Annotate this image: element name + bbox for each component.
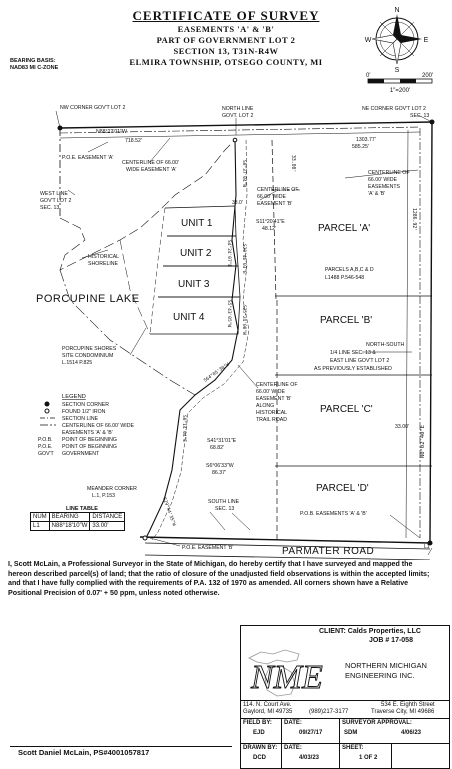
label-parcel-d: PARCEL 'D' xyxy=(316,483,369,494)
surveyor-value: SDM xyxy=(344,730,358,736)
label-north-line-2: GOVT. LOT 2 xyxy=(222,113,254,119)
label-road: PARMATER ROAD xyxy=(282,546,375,557)
label-cl66ab-4: 'A' & 'B' xyxy=(368,191,386,197)
line-table-header: DISTANCE xyxy=(90,513,125,522)
line-table-title: LINE TABLE xyxy=(66,506,98,512)
signature-name: Scott Daniel McLain, PS#4001057817 xyxy=(18,748,150,757)
label-trail-3: EASEMENT 'B' xyxy=(256,396,292,402)
label-trail-6: TRAIL ROAD xyxy=(256,417,287,423)
label-trail-1: CENTERLINE OF xyxy=(256,382,298,388)
label-parcels-note-1: PARCELS A,B,C & D xyxy=(325,267,374,273)
label-cl66ab-1: CENTERLINE OF xyxy=(368,170,410,176)
compass-w: W xyxy=(364,37,372,44)
date1-label: DATE: xyxy=(284,720,302,726)
label-trail-2: 66.00' WIDE xyxy=(256,389,285,395)
label-unit2: UNIT 2 xyxy=(180,248,212,259)
legend-item-text: POINT OF BEGINNING xyxy=(62,444,117,450)
label-dist-1303: 1303.77' xyxy=(356,137,376,143)
label-meander-1: MEANDER CORNER xyxy=(87,486,137,492)
label-nw-corner: NW CORNER GOV'T LOT 2 xyxy=(60,105,126,111)
label-ns-line-1: NORTH-SOUTH xyxy=(366,342,405,348)
surveyor-label: SURVEYOR APPROVAL: xyxy=(342,720,412,726)
label-porc-1: PORCUPINE SHORES xyxy=(62,346,117,352)
line-table-cell: L1 xyxy=(31,522,50,531)
label-ns-line-4: AS PREVIOUSLY ESTABLISHED xyxy=(314,366,392,372)
label-unit4: UNIT 4 xyxy=(173,312,205,323)
curve-label: S20°46'03"E xyxy=(241,244,246,274)
curve-label: S5°43'05"W xyxy=(226,300,231,328)
label-unit3: UNIT 3 xyxy=(178,279,210,290)
label-trail-5: HISTORICAL xyxy=(256,410,288,416)
north-arrow-icon xyxy=(365,7,429,74)
label-north-line-1: NORTH LINE xyxy=(222,106,254,112)
label-parcels-note-2: L1488 P.546-548 xyxy=(325,275,365,281)
bearing-basis-label: BEARING BASIS: xyxy=(10,58,56,64)
label-bear-s11: S11°20'41"E xyxy=(256,219,285,225)
label-cl66a-1: CENTERLINE OF 66.00' xyxy=(122,160,179,166)
date2-value: 4/03/23 xyxy=(299,755,320,761)
legend-item-sym: GOV'T xyxy=(38,451,54,457)
legend-title: LEGEND xyxy=(62,394,86,400)
north-line xyxy=(60,122,432,128)
phone: (989)217-3177 xyxy=(309,709,349,715)
line-table-cell: N88°18'10"W xyxy=(49,522,90,531)
surveyor-date: 4/06/23 xyxy=(401,730,422,736)
legend-item-sym: P.O.B. xyxy=(38,437,53,443)
company-line-1: NORTHERN MICHIGAN xyxy=(345,661,427,670)
label-pob-ab: P.O.B. EASEMENTS 'A' & 'B' xyxy=(300,511,367,517)
label-ns-line-2: 1/4 LINE SEC. 13 & xyxy=(330,350,376,356)
label-bear-n0: N0°02'40"E xyxy=(420,424,426,458)
label-bear-s6: S6°06'33"W xyxy=(206,463,234,469)
title-line-2: EASEMENTS 'A' & 'B' xyxy=(177,24,275,34)
legend-item-text: CENTERLINE OF 66.00' WIDE xyxy=(62,423,134,429)
label-west-line-2: GOV'T LOT 2 xyxy=(40,198,72,204)
legend-item-text: EASEMENTS 'A' & 'B' xyxy=(62,430,113,436)
south-line xyxy=(140,537,430,543)
label-ne-corner-1: NE CORNER GOV'T LOT 2 xyxy=(362,106,426,112)
address-1a: 114. N. Court Ave. xyxy=(243,702,292,708)
curve-label: S64°05'30"W xyxy=(203,362,231,384)
label-meander-2: L.1, P.153 xyxy=(92,493,115,499)
label-hist-shore-2: SHORELINE xyxy=(88,261,118,267)
label-unit1: UNIT 1 xyxy=(181,218,213,229)
address-2b: Traverse City, MI 49686 xyxy=(371,709,435,715)
logo-text: NME xyxy=(251,659,323,696)
drawn-by-value: DCD xyxy=(253,755,266,761)
label-cl66a-2: WIDE EASEMENT 'A' xyxy=(126,167,177,173)
company-logo xyxy=(241,640,449,700)
scale-bar xyxy=(366,73,433,94)
east-line xyxy=(430,122,432,543)
scale-left: 0' xyxy=(366,73,371,79)
compass-e: E xyxy=(423,37,429,44)
compass-n: N xyxy=(394,7,400,14)
label-west-line-3: SEC. 13 xyxy=(40,205,60,211)
certification-text: I, Scott McLain, a Professional Surveyor in the State of Michigan, do hereby certify that I have surveyed and mapped the hereon described parcel(s) of land; that the ratio of closure of the unadjusted field observations is within the accepted limits; and that I have fully complied with the requirements of P.A. 132 of 1970 as amended. All corners shown have a Relative Positional Precision of 0.07' + 50 ppm, unless noted otherwise. xyxy=(8,560,430,597)
line-table-header: BEARING xyxy=(49,513,90,522)
line-table-cell: 33.00' xyxy=(90,522,125,531)
title-line-1: CERTIFICATE OF SURVEY xyxy=(132,8,320,23)
label-dist-33b: 33.0' xyxy=(232,200,243,206)
label-poe-b: P.O.E. EASEMENT 'B' xyxy=(182,545,234,551)
curve-label: S4°24'07"E xyxy=(226,240,231,268)
address-2a: 534 E. Eighth Street xyxy=(381,702,435,708)
title-line-3: PART OF GOVERNMENT LOT 2 xyxy=(156,35,296,45)
label-trail-4: ALONG xyxy=(256,403,275,409)
legend-item-text: SECTION CORNER xyxy=(62,402,109,408)
sheet-label: SHEET: xyxy=(342,745,364,751)
label-pob-a: P.O.E. EASEMENT 'A' xyxy=(62,155,114,161)
label-dist-1286: 1286.92' xyxy=(411,208,416,232)
label-ns-line-3: EAST LINE GOV'T LOT 2 xyxy=(330,358,390,364)
legend-item-text: FOUND 1/2" IRON xyxy=(62,409,106,415)
bearing-basis-value: NAD83 MI C-ZONE xyxy=(10,65,59,71)
label-west-line-1: WEST LINE xyxy=(40,191,68,197)
legend-item-text: GOVERNMENT xyxy=(62,451,100,457)
line-table-grid xyxy=(30,512,125,531)
label-dist-4812: 48.12' xyxy=(262,226,276,232)
label-parcel-a: PARCEL 'A' xyxy=(318,223,371,234)
label-cl66ab-2: 66.00' WIDE xyxy=(368,177,397,183)
scale-label: 1"=200' xyxy=(389,88,411,94)
curve-label: S29°44'35"W xyxy=(161,496,177,527)
compass-s: S xyxy=(394,67,400,74)
label-cl66b-1: CENTERLINE OF xyxy=(257,187,299,193)
label-bearing-top: N88°22'01"W xyxy=(96,129,127,135)
legend-section-corner-icon xyxy=(45,402,50,407)
title-block xyxy=(240,625,450,769)
scale-right: 200' xyxy=(422,73,434,79)
curve-label: S0°14'04"E xyxy=(181,415,186,443)
signature-line xyxy=(10,746,232,747)
label-dist-6882: 68.82' xyxy=(210,445,224,451)
label-parcel-b: PARCEL 'B' xyxy=(320,315,373,326)
label-dist-585: 585.25' xyxy=(352,144,369,150)
client-label: CLIENT: Calds Properties, LLC xyxy=(319,628,421,635)
legend-item-sym: P.O.E. xyxy=(38,444,53,450)
legend-item-text: SECTION LINE xyxy=(62,416,99,422)
curve-label: S25°24'00"W xyxy=(241,305,246,335)
curve-label: S0°37'04"W xyxy=(241,160,246,188)
label-porc-3: L.1514 P.825 xyxy=(62,360,93,366)
label-lake: PORCUPINE LAKE xyxy=(36,293,140,305)
legend xyxy=(38,394,134,457)
label-cl66ab-3: EASEMENTS xyxy=(368,184,400,190)
label-dist-718: 718.52' xyxy=(125,138,142,144)
title-line-5: ELMIRA TOWNSHIP, OTSEGO COUNTY, MI xyxy=(129,57,323,67)
label-south-line-1: SOUTH LINE xyxy=(208,499,240,505)
label-bear-s41: S41°31'01"E xyxy=(207,438,237,444)
title-line-4: SECTION 13, T31N-R4W xyxy=(173,46,279,56)
label-porc-2: SITE CONDOMINIUM xyxy=(62,353,114,359)
line-table xyxy=(30,506,134,531)
label-cl66b-3: EASEMENT 'B' xyxy=(257,201,293,207)
label-ne-corner-2: SEC. 13 xyxy=(410,113,430,119)
job-number: JOB # 17-058 xyxy=(369,637,413,644)
label-cl66b-2: 66.00' WIDE xyxy=(257,194,286,200)
label-hist-shore-1: HISTORICAL xyxy=(88,254,120,260)
label-south-line-2: SEC. 13 xyxy=(215,506,235,512)
label-dist-33-right: 33.00' xyxy=(395,424,409,430)
line-table-header: NUM xyxy=(31,513,50,522)
date1-value: 09/27/17 xyxy=(299,730,323,736)
label-parcel-c: PARCEL 'C' xyxy=(320,404,373,415)
drawn-by-label: DRAWN BY: xyxy=(243,745,278,751)
field-by-label: FIELD BY: xyxy=(243,720,272,726)
label-l1: L1 xyxy=(424,544,430,550)
company-line-2: ENGINEERING INC. xyxy=(345,671,415,680)
sheet-value: 1 OF 2 xyxy=(359,755,378,761)
legend-iron-icon xyxy=(45,409,49,413)
label-dist-8637: 86.37' xyxy=(212,470,226,476)
legend-item-text: POINT OF BEGINNING xyxy=(62,437,117,443)
field-by-value: EJD xyxy=(253,730,265,736)
date2-label: DATE: xyxy=(284,745,302,751)
label-dist-33-top: 33.00' xyxy=(290,155,295,173)
address-1b: Gaylord, MI 49735 xyxy=(243,709,293,715)
